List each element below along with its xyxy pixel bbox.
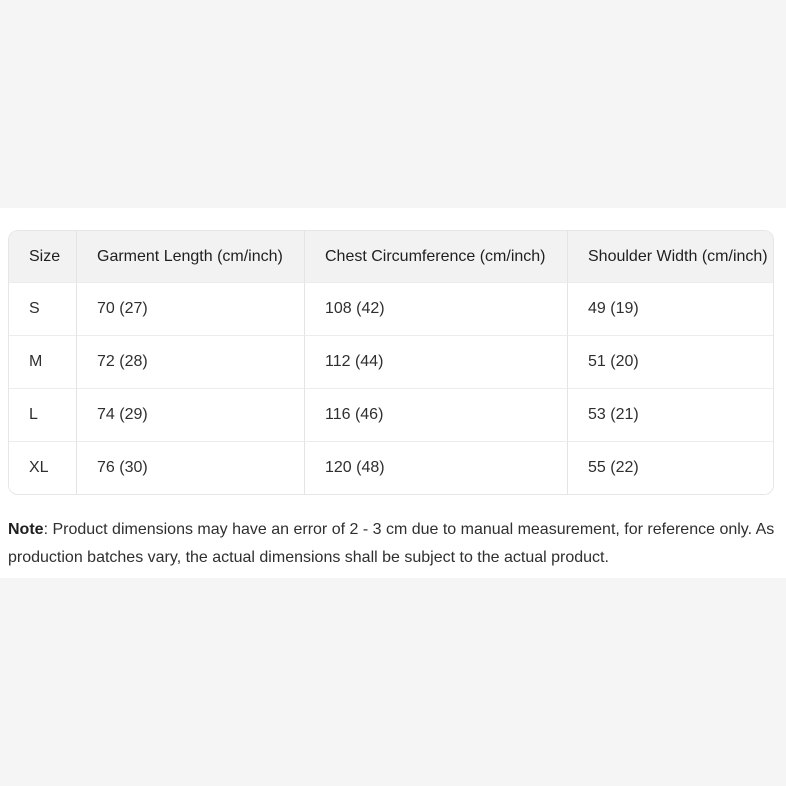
cell-chest-circumference: 112 (44) (304, 335, 567, 388)
cell-size: S (9, 282, 76, 335)
cell-shoulder-width: 51 (20) (567, 335, 773, 388)
cell-chest-circumference: 116 (46) (304, 388, 567, 441)
top-background-band (0, 0, 786, 208)
table-row-l (9, 388, 773, 441)
cell-chest-circumference: 108 (42) (304, 282, 567, 335)
table-row-m (9, 335, 773, 388)
cell-garment-length: 72 (28) (76, 335, 304, 388)
bottom-background-band (0, 578, 786, 786)
cell-size: L (9, 388, 76, 441)
column-header-size: Size (9, 231, 76, 282)
cell-garment-length: 74 (29) (76, 388, 304, 441)
cell-shoulder-width: 55 (22) (567, 441, 773, 494)
cell-shoulder-width: 53 (21) (567, 388, 773, 441)
cell-shoulder-width: 49 (19) (567, 282, 773, 335)
column-header-garment-length: Garment Length (cm/inch) (76, 231, 304, 282)
note-body-text: : Product dimensions may have an error of 2 - 3 cm due to manual measurement, for reference only. As production batches vary, the actual dimensions shall be subject to the actual product. (8, 521, 775, 566)
cell-size: M (9, 335, 76, 388)
column-header-shoulder-width: Shoulder Width (cm/inch) (567, 231, 773, 282)
cell-size: XL (9, 441, 76, 494)
table-row-xl (9, 441, 773, 494)
note-label: Note (8, 521, 44, 538)
cell-garment-length: 76 (30) (76, 441, 304, 494)
size-table (8, 230, 774, 495)
cell-chest-circumference: 120 (48) (304, 441, 567, 494)
column-header-chest-circumference: Chest Circumference (cm/inch) (304, 231, 567, 282)
cell-garment-length: 70 (27) (76, 282, 304, 335)
measurement-note (8, 516, 782, 572)
table-row-s (9, 282, 773, 335)
table-header-row (9, 231, 773, 282)
